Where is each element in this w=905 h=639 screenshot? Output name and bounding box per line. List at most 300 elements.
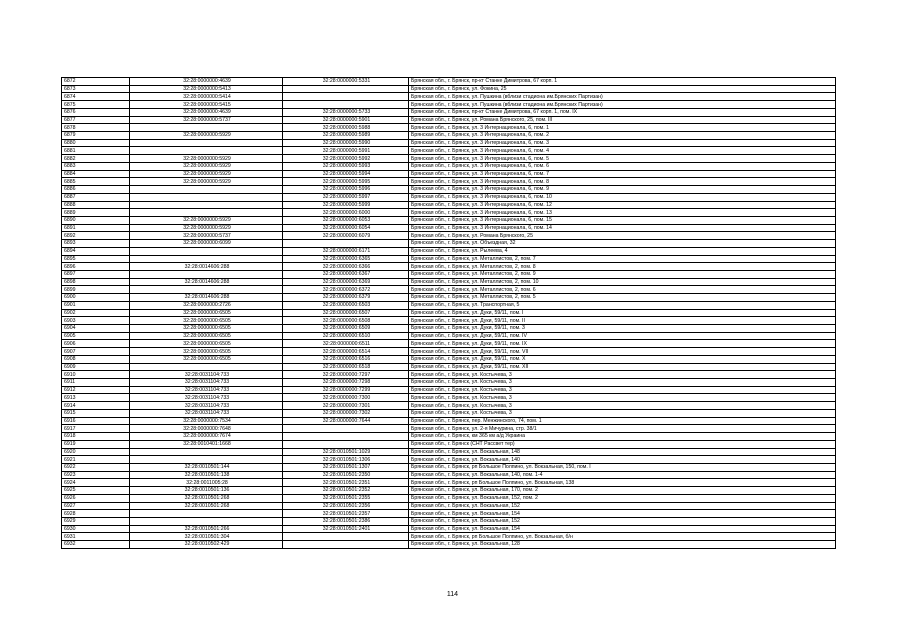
table-row: [62, 456, 836, 464]
table-row: [62, 286, 836, 294]
cadastral-number-cell: 32:28:0000000:5991: [283, 147, 409, 155]
parent-cadastral-number-cell: 32:28:0011005:28: [130, 479, 283, 487]
row-number-cell: 6897: [62, 270, 130, 278]
row-number-cell: 6890: [62, 216, 130, 224]
row-number-cell: 6882: [62, 155, 130, 163]
address-cell: Брянская обл., г. Брянск, ул. Металлистов, 2, пом. 6: [409, 286, 836, 294]
parent-cadastral-number-cell: 32:28:0031104:733: [130, 379, 283, 387]
cadastral-number-cell: 32:28:0000000:5993: [283, 162, 409, 170]
parent-cadastral-number-cell: [130, 517, 283, 525]
table-row: [62, 216, 836, 224]
address-cell: Брянская обл., г. Брянск, ул. Металлистов, 2, пом. 9: [409, 270, 836, 278]
cadastral-number-cell: 32:28:0000000:6079: [283, 232, 409, 240]
row-number-cell: 6896: [62, 263, 130, 271]
table-row: [62, 510, 836, 518]
address-cell: Брянская обл., г. Брянск, ул. Металлистов, 2, пом. 8: [409, 263, 836, 271]
cadastral-number-cell: 32:28:0010501:2355: [283, 494, 409, 502]
table-row: [62, 263, 836, 271]
row-number-cell: 6916: [62, 417, 130, 425]
cadastral-number-cell: [283, 93, 409, 101]
cadastral-number-cell: 32:28:0000000:6510: [283, 332, 409, 340]
address-cell: Брянская обл., г. Брянск, ул. 3 Интернационала, 6, пом. 2: [409, 132, 836, 140]
parent-cadastral-number-cell: [130, 139, 283, 147]
table-row: [62, 355, 836, 363]
row-number-cell: 6928: [62, 510, 130, 518]
row-number-cell: 6873: [62, 85, 130, 93]
cadastral-number-cell: 32:28:0010501:2350: [283, 471, 409, 479]
cadastral-number-cell: 32:28:0000000:6511: [283, 340, 409, 348]
row-number-cell: 6881: [62, 147, 130, 155]
cadastral-number-cell: [283, 440, 409, 448]
cadastral-number-cell: 32:28:0000000:7299: [283, 386, 409, 394]
address-cell: Брянская обл., г. Брянск, ул. 3 Интернационала, 6, пом. 9: [409, 186, 836, 194]
address-cell: Брянская обл., г. Брянск, ул. 3 Интернационала, 6, пом. 14: [409, 224, 836, 232]
address-cell: Брянская обл., г. Брянск, рп Большое Полпино, ул. Вокзальная, б/н: [409, 533, 836, 541]
address-cell: Брянская обл., г. Брянск, ул. Вокзальная, 148: [409, 448, 836, 456]
row-number-cell: 6875: [62, 101, 130, 109]
table-row: [62, 371, 836, 379]
cadastral-number-cell: [283, 425, 409, 433]
parent-cadastral-number-cell: 32:28:0000000:7674: [130, 433, 283, 441]
row-number-cell: 6930: [62, 525, 130, 533]
parent-cadastral-number-cell: 32:28:0000000:4639: [130, 108, 283, 116]
parent-cadastral-number-cell: 32:28:0000000:6505: [130, 348, 283, 356]
parent-cadastral-number-cell: 32:28:0031104:733: [130, 371, 283, 379]
row-number-cell: 6872: [62, 78, 130, 86]
cadastral-number-cell: 32:28:0000000:5996: [283, 186, 409, 194]
cadastral-number-cell: 32:28:0000000:6000: [283, 209, 409, 217]
cadastral-number-cell: 32:28:0000000:5331: [283, 78, 409, 86]
address-cell: Брянская обл., г. Брянск, ул. Вокзальная, 128: [409, 541, 836, 549]
cadastral-number-cell: 32:28:0000000:5992: [283, 155, 409, 163]
parent-cadastral-number-cell: [130, 186, 283, 194]
parent-cadastral-number-cell: [130, 510, 283, 518]
table-row: [62, 463, 836, 471]
parent-cadastral-number-cell: [130, 286, 283, 294]
parent-cadastral-number-cell: 32:28:0000000:6099: [130, 240, 283, 248]
table-row: [62, 108, 836, 116]
row-number-cell: 6929: [62, 517, 130, 525]
table-row: [62, 294, 836, 302]
cadastral-number-cell: 32:28:0010501:2352: [283, 487, 409, 495]
table-row: [62, 517, 836, 525]
table-row: [62, 425, 836, 433]
address-cell: Брянская обл., г. Брянск, рп Большое Полпино, ул. Вокзальная, 138: [409, 479, 836, 487]
row-number-cell: 6913: [62, 394, 130, 402]
parent-cadastral-number-cell: 32:28:0000000:5737: [130, 232, 283, 240]
address-cell: Брянская обл., г. Брянск, ул. 3 Интернационала, 6, пом. 3: [409, 139, 836, 147]
address-cell: Брянская обл., г. Брянск, пр-кт Станке Димитрова, 67 корп. 1: [409, 78, 836, 86]
cadastral-number-cell: 32:28:0010501:2351: [283, 479, 409, 487]
row-number-cell: 6924: [62, 479, 130, 487]
parent-cadastral-number-cell: 32:28:0000000:6505: [130, 309, 283, 317]
table-row: [62, 417, 836, 425]
table-row: [62, 170, 836, 178]
row-number-cell: 6894: [62, 247, 130, 255]
address-cell: Брянская обл., г. Брянск, ул. Костычева, 3: [409, 409, 836, 417]
table-row: [62, 433, 836, 441]
row-number-cell: 6917: [62, 425, 130, 433]
row-number-cell: 6877: [62, 116, 130, 124]
table-row: [62, 186, 836, 194]
row-number-cell: 6915: [62, 409, 130, 417]
table-row: [62, 155, 836, 163]
table-row: [62, 363, 836, 371]
cadastral-number-cell: 32:28:0000000:6366: [283, 263, 409, 271]
table-row: [62, 139, 836, 147]
parent-cadastral-number-cell: 32:28:0000000:5929: [130, 155, 283, 163]
address-cell: Брянская обл., г. Брянск, ул. 3 Интернационала, 6, пом. 6: [409, 162, 836, 170]
table-row: [62, 502, 836, 510]
parent-cadastral-number-cell: 32:28:0031104:733: [130, 402, 283, 410]
address-cell: Брянская обл., г. Брянск, ул. Дуки, 59/11, пом. XII: [409, 363, 836, 371]
cadastral-number-cell: 32:28:0000000:5997: [283, 193, 409, 201]
address-cell: Брянская обл., г. Брянск, ул. Транспортная, 5: [409, 301, 836, 309]
table-row: [62, 147, 836, 155]
address-cell: Брянская обл., г. Брянск, ул. Рылеева, 4: [409, 247, 836, 255]
address-cell: Брянская обл., г. Брянск (СНТ Рассвет тер): [409, 440, 836, 448]
records-table: [61, 77, 836, 549]
row-number-cell: 6931: [62, 533, 130, 541]
page-number: 114: [446, 591, 459, 598]
cadastral-number-cell: 32:28:0000000:5989: [283, 132, 409, 140]
parent-cadastral-number-cell: 32:28:0000000:5929: [130, 216, 283, 224]
cadastral-number-cell: 32:28:0000000:6507: [283, 309, 409, 317]
table-row: [62, 224, 836, 232]
cadastral-number-cell: 32:28:0000000:6514: [283, 348, 409, 356]
cadastral-number-cell: [283, 85, 409, 93]
address-cell: Брянская обл., г. Брянск, ул. Объездная, 32: [409, 240, 836, 248]
address-cell: Брянская обл., г. Брянск, ул. 3 Интернационала, 6, пом. 12: [409, 201, 836, 209]
cadastral-number-cell: 32:28:0000000:5995: [283, 178, 409, 186]
cadastral-number-cell: [283, 240, 409, 248]
cadastral-number-cell: 32:28:0000000:7298: [283, 379, 409, 387]
cadastral-number-cell: 32:28:0000000:6508: [283, 317, 409, 325]
table-row: [62, 232, 836, 240]
parent-cadastral-number-cell: 32:28:0000000:7534: [130, 417, 283, 425]
row-number-cell: 6921: [62, 456, 130, 464]
address-cell: Брянская обл., г. Брянск, пр-кт Станке Димитрова, 67 корп. 1, пом. IX: [409, 108, 836, 116]
table-row: [62, 309, 836, 317]
cadastral-number-cell: 32:28:0000000:7301: [283, 402, 409, 410]
cadastral-number-cell: 32:28:0000000:5999: [283, 201, 409, 209]
table-row: [62, 193, 836, 201]
cadastral-number-cell: 32:28:0010501:1306: [283, 456, 409, 464]
address-cell: Брянская обл., г. Брянск, ул. Фокина, 25: [409, 85, 836, 93]
row-number-cell: 6892: [62, 232, 130, 240]
cadastral-number-cell: 32:28:0010501:2386: [283, 517, 409, 525]
address-cell: Брянская обл., г. Брянск, ул. Дуки, 59/11, пом. I: [409, 309, 836, 317]
row-number-cell: 6902: [62, 309, 130, 317]
parent-cadastral-number-cell: 32:28:0010502:429: [130, 541, 283, 549]
row-number-cell: 6895: [62, 255, 130, 263]
row-number-cell: 6888: [62, 201, 130, 209]
parent-cadastral-number-cell: 32:28:0010501:136: [130, 487, 283, 495]
cadastral-number-cell: 32:28:0000000:7300: [283, 394, 409, 402]
address-cell: Брянская обл., г. Брянск, ул. Костычева, 3: [409, 394, 836, 402]
row-number-cell: 6910: [62, 371, 130, 379]
address-cell: Брянская обл., г. Брянск, ул. Вокзальная, 140, пом. 1-4: [409, 471, 836, 479]
row-number-cell: 6905: [62, 332, 130, 340]
row-number-cell: 6889: [62, 209, 130, 217]
table-row: [62, 440, 836, 448]
cadastral-number-cell: 32:28:0000000:5901: [283, 116, 409, 124]
parent-cadastral-number-cell: 32:28:0000000:5415: [130, 101, 283, 109]
parent-cadastral-number-cell: 32:28:0010501:268: [130, 494, 283, 502]
address-cell: Брянская обл., г. Брянск, ул. Костычева, 3: [409, 379, 836, 387]
address-cell: Брянская обл., г. Брянск, ул. Пушкина (вблизи стадиона им.Брянских Партизан): [409, 101, 836, 109]
parent-cadastral-number-cell: 32:28:0014606:288: [130, 294, 283, 302]
table-row: [62, 448, 836, 456]
table-row: [62, 379, 836, 387]
address-cell: Брянская обл., г. Брянск, ул. Романа Брянского, 25, пом. III: [409, 116, 836, 124]
records-table-body: [62, 78, 836, 549]
parent-cadastral-number-cell: 32:28:0000000:6505: [130, 325, 283, 333]
cadastral-number-cell: 32:28:0010501:1029: [283, 448, 409, 456]
row-number-cell: 6926: [62, 494, 130, 502]
table-row: [62, 494, 836, 502]
row-number-cell: 6887: [62, 193, 130, 201]
table-row: [62, 93, 836, 101]
table-row: [62, 78, 836, 86]
table-row: [62, 317, 836, 325]
row-number-cell: 6879: [62, 132, 130, 140]
cadastral-number-cell: [283, 101, 409, 109]
parent-cadastral-number-cell: 32:28:0000000:5414: [130, 93, 283, 101]
table-row: [62, 340, 836, 348]
cadastral-number-cell: 32:28:0010501:2401: [283, 525, 409, 533]
parent-cadastral-number-cell: 32:28:0000000:5929: [130, 224, 283, 232]
row-number-cell: 6880: [62, 139, 130, 147]
row-number-cell: 6891: [62, 224, 130, 232]
cadastral-number-cell: 32:28:0000000:6053: [283, 216, 409, 224]
address-cell: Брянская обл., г. Брянск, ул. Дуки, 59/11, пом. 3: [409, 325, 836, 333]
address-cell: Брянская обл., г. Брянск, ул. 3 Интернационала, 6, пом. 4: [409, 147, 836, 155]
address-cell: Брянская обл., г. Брянск, ул. Дуки, 59/11, пом. X: [409, 355, 836, 363]
row-number-cell: 6883: [62, 162, 130, 170]
address-cell: Брянская обл., г. Брянск, ул. Романа Брянского, 25: [409, 232, 836, 240]
cadastral-number-cell: 32:28:0000000:6367: [283, 270, 409, 278]
parent-cadastral-number-cell: [130, 270, 283, 278]
parent-cadastral-number-cell: 32:28:0000000:7648: [130, 425, 283, 433]
table-row: [62, 240, 836, 248]
parent-cadastral-number-cell: [130, 448, 283, 456]
cadastral-number-cell: 32:28:0000000:7297: [283, 371, 409, 379]
address-cell: Брянская обл., г. Брянск, ул. Вокзальная, 152: [409, 517, 836, 525]
cadastral-number-cell: 32:28:0010501:1307: [283, 463, 409, 471]
address-cell: Брянская обл., г. Брянск, ул. Дуки, 59/11, пом. IX: [409, 340, 836, 348]
parent-cadastral-number-cell: 32:28:0031104:733: [130, 386, 283, 394]
row-number-cell: 6906: [62, 340, 130, 348]
parent-cadastral-number-cell: 32:28:0000000:6505: [130, 340, 283, 348]
table-row: [62, 386, 836, 394]
table-row: [62, 348, 836, 356]
address-cell: Брянская обл., г. Брянск, км 365 км а/д Украина: [409, 433, 836, 441]
cadastral-number-cell: 32:28:0000000:5988: [283, 124, 409, 132]
parent-cadastral-number-cell: 32:28:0000000:6505: [130, 317, 283, 325]
parent-cadastral-number-cell: 32:28:0000000:2726: [130, 301, 283, 309]
table-row: [62, 247, 836, 255]
address-cell: Брянская обл., г. Брянск, рп Большое Полпино, ул. Вокзальная, 150, пом. I: [409, 463, 836, 471]
parent-cadastral-number-cell: 32:28:0000000:5929: [130, 170, 283, 178]
address-cell: Брянская обл., г. Брянск, ул. Костычева, 3: [409, 371, 836, 379]
address-cell: Брянская обл., г. Брянск, ул. Металлистов, 2, пом. 10: [409, 278, 836, 286]
parent-cadastral-number-cell: 32:28:0000000:6505: [130, 332, 283, 340]
address-cell: Брянская обл., г. Брянск, ул. Дуки, 59/11, пом. IV: [409, 332, 836, 340]
row-number-cell: 6900: [62, 294, 130, 302]
address-cell: Брянская обл., г. Брянск, ул. Костычева, 3: [409, 386, 836, 394]
address-cell: Брянская обл., г. Брянск, ул. 3 Интернационала, 6, пом. 10: [409, 193, 836, 201]
address-cell: Брянская обл., г. Брянск, ул. 3 Интернационала, 6, пом. 5: [409, 155, 836, 163]
row-number-cell: 6923: [62, 471, 130, 479]
table-row: [62, 278, 836, 286]
row-number-cell: 6907: [62, 348, 130, 356]
table-row: [62, 270, 836, 278]
cadastral-number-cell: 32:28:0000000:6509: [283, 325, 409, 333]
address-cell: Брянская обл., г. Брянск, пер. Менжинского, 74, пом. 1: [409, 417, 836, 425]
row-number-cell: 6920: [62, 448, 130, 456]
parent-cadastral-number-cell: [130, 255, 283, 263]
row-number-cell: 6925: [62, 487, 130, 495]
parent-cadastral-number-cell: 32:28:0000000:4639: [130, 78, 283, 86]
table-row: [62, 178, 836, 186]
parent-cadastral-number-cell: 32:28:0014606:288: [130, 263, 283, 271]
address-cell: Брянская обл., г. Брянск, ул. Дуки, 59/11, пом. II: [409, 317, 836, 325]
cadastral-number-cell: 32:28:0000000:7302: [283, 409, 409, 417]
table-row: [62, 301, 836, 309]
parent-cadastral-number-cell: 32:28:0014606:288: [130, 278, 283, 286]
cadastral-number-cell: [283, 541, 409, 549]
table-row: [62, 132, 836, 140]
cadastral-number-cell: 32:28:0000000:6171: [283, 247, 409, 255]
parent-cadastral-number-cell: 32:28:0000000:6505: [130, 355, 283, 363]
row-number-cell: 6908: [62, 355, 130, 363]
table-row: [62, 394, 836, 402]
row-number-cell: 6932: [62, 541, 130, 549]
table-row: [62, 525, 836, 533]
table-row: [62, 487, 836, 495]
table-row: [62, 471, 836, 479]
row-number-cell: 6904: [62, 325, 130, 333]
table-row: [62, 85, 836, 93]
parent-cadastral-number-cell: 32:28:0000000:5929: [130, 178, 283, 186]
table-row: [62, 162, 836, 170]
row-number-cell: 6909: [62, 363, 130, 371]
parent-cadastral-number-cell: 32:28:0010501:138: [130, 471, 283, 479]
parent-cadastral-number-cell: 32:28:0010501:144: [130, 463, 283, 471]
parent-cadastral-number-cell: [130, 456, 283, 464]
cadastral-number-cell: 32:28:0010501:2356: [283, 502, 409, 510]
parent-cadastral-number-cell: 32:28:0010501:266: [130, 525, 283, 533]
cadastral-number-cell: [283, 433, 409, 441]
row-number-cell: 6899: [62, 286, 130, 294]
row-number-cell: 6918: [62, 433, 130, 441]
row-number-cell: 6886: [62, 186, 130, 194]
row-number-cell: 6901: [62, 301, 130, 309]
address-cell: Брянская обл., г. Брянск, ул. Металлистов, 2, пом. 7: [409, 255, 836, 263]
parent-cadastral-number-cell: 32:28:0010401:1668: [130, 440, 283, 448]
row-number-cell: 6874: [62, 93, 130, 101]
cadastral-number-cell: 32:28:0000000:6518: [283, 363, 409, 371]
table-row: [62, 201, 836, 209]
cadastral-number-cell: [283, 533, 409, 541]
parent-cadastral-number-cell: 32:28:0010501:268: [130, 502, 283, 510]
parent-cadastral-number-cell: 32:28:0000000:5737: [130, 116, 283, 124]
row-number-cell: 6919: [62, 440, 130, 448]
table-row: [62, 402, 836, 410]
row-number-cell: 6903: [62, 317, 130, 325]
parent-cadastral-number-cell: 32:28:0000000:5929: [130, 162, 283, 170]
table-row: [62, 209, 836, 217]
cadastral-number-cell: 32:28:0000000:5994: [283, 170, 409, 178]
table-row: [62, 325, 836, 333]
address-cell: Брянская обл., г. Брянск, ул. Вокзальная, 152, пом. 2: [409, 494, 836, 502]
parent-cadastral-number-cell: 32:28:0000000:5413: [130, 85, 283, 93]
table-row: [62, 116, 836, 124]
address-cell: Брянская обл., г. Брянск, ул. Вокзальная, 154: [409, 510, 836, 518]
table-row: [62, 101, 836, 109]
parent-cadastral-number-cell: 32:28:0031104:733: [130, 394, 283, 402]
address-cell: Брянская обл., г. Брянск, ул. Металлистов, 2, пом. 5: [409, 294, 836, 302]
row-number-cell: 6876: [62, 108, 130, 116]
cadastral-number-cell: 32:28:0000000:6379: [283, 294, 409, 302]
address-cell: Брянская обл., г. Брянск, ул. 3 Интернационала, 6, пом. 1: [409, 124, 836, 132]
parent-cadastral-number-cell: [130, 193, 283, 201]
table-row: [62, 541, 836, 549]
row-number-cell: 6893: [62, 240, 130, 248]
table-row: [62, 409, 836, 417]
row-number-cell: 6911: [62, 379, 130, 387]
address-cell: Брянская обл., г. Брянск, ул. 2-я Мичурина, стр. 38/1: [409, 425, 836, 433]
cadastral-number-cell: 32:28:0000000:6516: [283, 355, 409, 363]
row-number-cell: 6914: [62, 402, 130, 410]
cadastral-number-cell: 32:28:0000000:6503: [283, 301, 409, 309]
address-cell: Брянская обл., г. Брянск, ул. Костычева, 3: [409, 402, 836, 410]
address-cell: Брянская обл., г. Брянск, ул. 3 Интернационала, 6, пом. 13: [409, 209, 836, 217]
row-number-cell: 6922: [62, 463, 130, 471]
cadastral-number-cell: 32:28:0000000:6369: [283, 278, 409, 286]
address-cell: Брянская обл., г. Брянск, ул. Вокзальная, 152: [409, 502, 836, 510]
parent-cadastral-number-cell: [130, 363, 283, 371]
parent-cadastral-number-cell: [130, 247, 283, 255]
cadastral-number-cell: 32:28:0000000:6365: [283, 255, 409, 263]
address-cell: Брянская обл., г. Брянск, ул. 3 Интернационала, 6, пом. 8: [409, 178, 836, 186]
address-cell: Брянская обл., г. Брянск, ул. 3 Интернационала, 6, пом. 15: [409, 216, 836, 224]
cadastral-number-cell: 32:28:0000000:5733: [283, 108, 409, 116]
parent-cadastral-number-cell: [130, 209, 283, 217]
cadastral-number-cell: 32:28:0000000:6054: [283, 224, 409, 232]
table-row: [62, 255, 836, 263]
row-number-cell: 6898: [62, 278, 130, 286]
table-row: [62, 124, 836, 132]
address-cell: Брянская обл., г. Брянск, ул. Дуки, 59/11, пом. VII: [409, 348, 836, 356]
address-cell: Брянская обл., г. Брянск, ул. 3 Интернационала, 6, пом. 7: [409, 170, 836, 178]
address-cell: Брянская обл., г. Брянск, ул. Вокзальная, 170, пом. 2: [409, 487, 836, 495]
table-row: [62, 533, 836, 541]
address-cell: Брянская обл., г. Брянск, ул. Вокзальная, 140: [409, 456, 836, 464]
parent-cadastral-number-cell: [130, 201, 283, 209]
cadastral-number-cell: 32:28:0000000:5990: [283, 139, 409, 147]
table-row: [62, 332, 836, 340]
row-number-cell: 6878: [62, 124, 130, 132]
parent-cadastral-number-cell: [130, 124, 283, 132]
row-number-cell: 6884: [62, 170, 130, 178]
parent-cadastral-number-cell: 32:28:0000000:5929: [130, 132, 283, 140]
cadastral-number-cell: 32:28:0000000:6372: [283, 286, 409, 294]
address-cell: Брянская обл., г. Брянск, ул. Пушкина (вблизи стадиона им.Брянских Партизан): [409, 93, 836, 101]
table-row: [62, 479, 836, 487]
row-number-cell: 6912: [62, 386, 130, 394]
